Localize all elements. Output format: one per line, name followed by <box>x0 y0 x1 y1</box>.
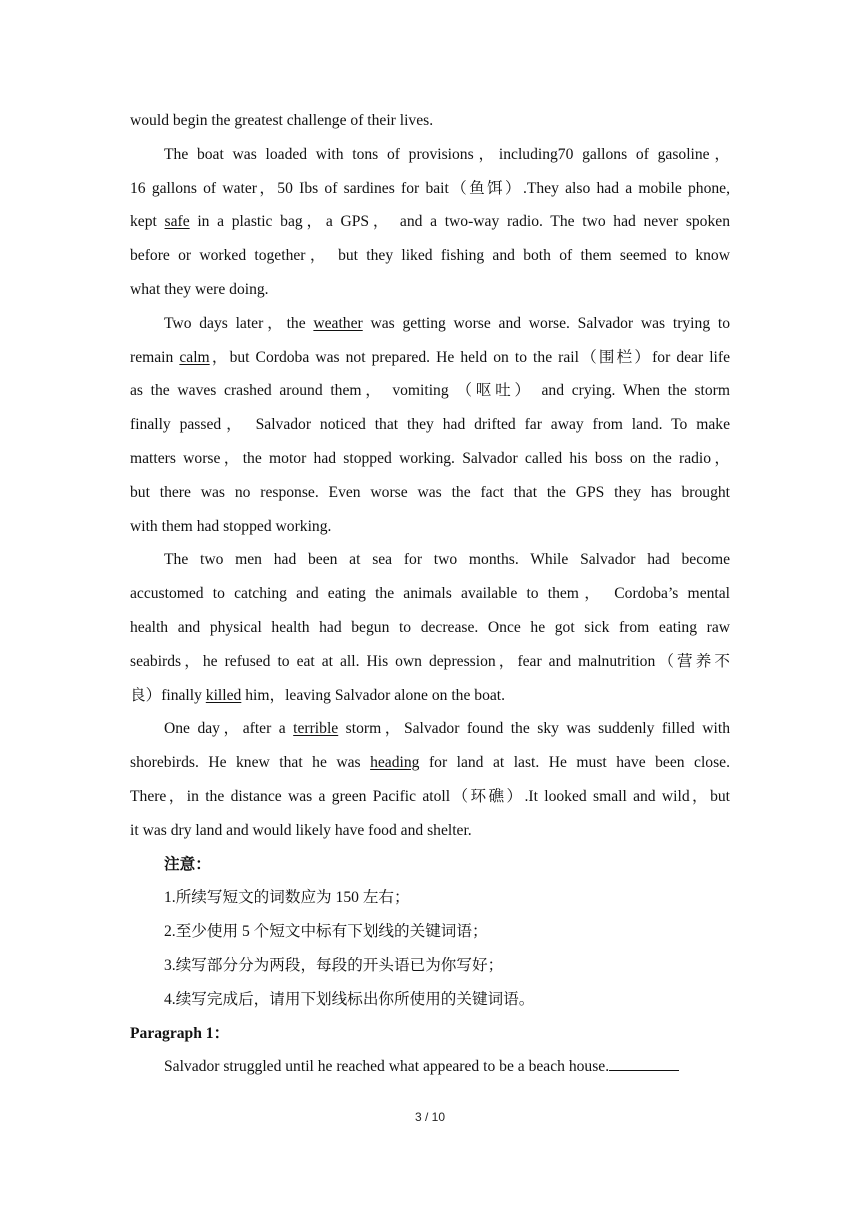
text-line <box>130 205 730 239</box>
keyword-heading: heading <box>370 754 420 772</box>
text-line: health and physical health had begun to decrease. Once he got sick from eating raw <box>130 618 730 636</box>
text-line <box>130 307 730 341</box>
text-line: but there was no response. Even worse was the fact that the GPS they has brought <box>130 483 730 501</box>
text-span: for land at last. He must have been close. <box>419 754 730 772</box>
note-item: 3.续写部分分为两段，每段的开头语已为你写好； <box>164 956 504 974</box>
note-item: 1.所续写短文的词数应为 150 左右； <box>164 889 410 907</box>
text-line: it was dry land and would likely have food and shelter. <box>130 821 472 839</box>
keyword-weather: weather <box>313 314 363 332</box>
page-number: 3 / 10 <box>414 1110 446 1124</box>
text-span: 良）finally <box>130 686 206 704</box>
text-line: The two men had been at sea for two months. While Salvador had become <box>164 551 730 569</box>
paragraph-label: Paragraph 1： <box>130 1024 230 1042</box>
document-body <box>130 104 730 1084</box>
note-item: 4.续写完成后，请用下划线标出你所使用的关键词语。 <box>164 990 535 1008</box>
keyword-calm: calm <box>179 348 210 366</box>
keyword-killed: killed <box>205 686 242 704</box>
text-line: with them had stopped working. <box>130 517 332 535</box>
text-line: matters worse，the motor had stopped working. Salvador called his boss on the radio， <box>130 449 730 467</box>
text-line: finally passed， Salvador noticed that they had drifted far away from land. To make <box>130 416 730 434</box>
text-span: kept <box>130 213 165 231</box>
note-item: 2.至少使用 5 个短文中标有下划线的关键词语； <box>164 923 488 941</box>
text-line: accustomed to catching and eating the animals available to them， Cordoba’s mental <box>130 585 730 603</box>
text-span: One day，after a <box>164 720 294 738</box>
text-line: The boat was loaded with tons of provisions，including70 gallons of gasoline， <box>164 145 730 163</box>
text-span: was getting worse and worse. Salvador was trying to <box>362 314 730 332</box>
note-title: 注意： <box>164 855 211 873</box>
text-line: There，in the distance was a green Pacific atoll（环礁）.It looked small and wild，but <box>130 787 730 805</box>
text-span: storm，Salvador found the sky was suddenly filled with <box>338 720 731 738</box>
text-line <box>130 712 730 746</box>
text-line <box>130 679 730 713</box>
text-line <box>130 746 730 780</box>
text-span: ，but Cordoba was not prepared. He held on to the rail（围栏）for dear life <box>209 348 730 366</box>
answer-blank[interactable] <box>609 1056 679 1071</box>
text-span: Salvador struggled until he reached what appeared to be a beach house. <box>164 1058 610 1076</box>
text-span: Two days later，the <box>164 314 314 332</box>
text-span: shorebirds. He knew that he was <box>130 754 371 772</box>
text-span: him，leaving Salvador alone on the boat. <box>241 686 506 704</box>
text-line: seabirds，he refused to eat at all. His own depression，fear and malnutrition（营养不 <box>130 652 730 670</box>
text-line: as the waves crashed around them， vomiting （呕吐） and crying. When the storm <box>130 382 730 400</box>
text-line: before or worked together， but they liked fishing and both of them seemed to know <box>130 247 730 265</box>
text-span: remain <box>130 348 180 366</box>
text-span: in a plastic bag，a GPS， and a two-way radio. The two had never spoken <box>189 213 730 231</box>
text-line: what they were doing. <box>130 280 269 298</box>
text-line <box>130 341 730 375</box>
keyword-terrible: terrible <box>293 720 339 738</box>
keyword-safe: safe <box>164 213 190 231</box>
text-line: 16 gallons of water，50 Ibs of sardines for bait（鱼饵）.They also had a mobile phone, <box>130 179 730 197</box>
paragraph-opening <box>130 1050 730 1084</box>
text-line: would begin the greatest challenge of their lives. <box>130 112 434 129</box>
